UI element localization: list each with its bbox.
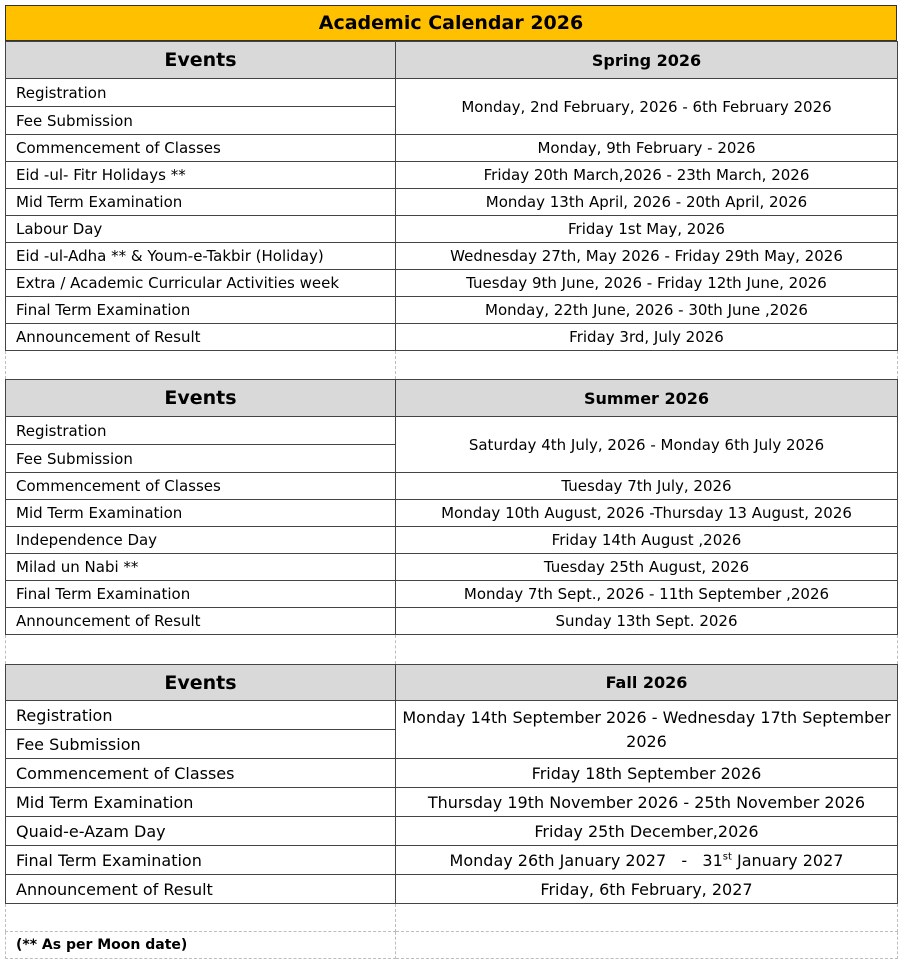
table-row xyxy=(6,79,898,107)
event-date: Tuesday 25th August, 2026 xyxy=(396,554,898,581)
event-date: Monday, 22th June, 2026 - 30th June ,2026 xyxy=(396,297,898,324)
spacer-row xyxy=(6,635,898,665)
table-row xyxy=(6,817,898,846)
event-name: Mid Term Examination xyxy=(6,500,396,527)
table-row xyxy=(6,581,898,608)
event-date: Friday 1st May, 2026 xyxy=(396,216,898,243)
calendar-table xyxy=(5,41,898,959)
table-row xyxy=(6,500,898,527)
event-name: Fee Submission xyxy=(6,730,396,759)
event-name: Quaid-e-Azam Day xyxy=(6,817,396,846)
calendar-title: Academic Calendar 2026 xyxy=(5,5,897,41)
table-row xyxy=(6,788,898,817)
event-date: Friday, 6th February, 2027 xyxy=(396,875,898,904)
footnote: (** As per Moon date) xyxy=(6,932,396,959)
event-name: Mid Term Examination xyxy=(6,788,396,817)
event-date: Thursday 19th November 2026 - 25th November 2026 xyxy=(396,788,898,817)
table-row xyxy=(6,527,898,554)
table-row xyxy=(6,417,898,445)
academic-calendar xyxy=(5,5,897,959)
table-row xyxy=(6,608,898,635)
table-row xyxy=(6,324,898,351)
event-name: Final Term Examination xyxy=(6,846,396,875)
event-date: Friday 25th December,2026 xyxy=(396,817,898,846)
table-row xyxy=(6,846,898,875)
event-name: Final Term Examination xyxy=(6,297,396,324)
summer-header-row xyxy=(6,380,898,417)
event-name: Final Term Examination xyxy=(6,581,396,608)
event-date xyxy=(396,846,898,875)
event-date: Monday, 2nd February, 2026 - 6th February 2026 xyxy=(396,79,898,135)
term-header-summer: Summer 2026 xyxy=(396,380,898,417)
term-header-spring: Spring 2026 xyxy=(396,42,898,79)
event-name: Labour Day xyxy=(6,216,396,243)
event-date: Monday, 9th February - 2026 xyxy=(396,135,898,162)
event-date: Monday 13th April, 2026 - 20th April, 2026 xyxy=(396,189,898,216)
table-row xyxy=(6,701,898,730)
events-header: Events xyxy=(6,42,396,79)
footnote-row xyxy=(6,932,898,959)
event-name: Commencement of Classes xyxy=(6,759,396,788)
event-name: Registration xyxy=(6,701,396,730)
event-date: Tuesday 9th June, 2026 - Friday 12th June, 2026 xyxy=(396,270,898,297)
event-name: Announcement of Result xyxy=(6,608,396,635)
event-date: Wednesday 27th, May 2026 - Friday 29th May, 2026 xyxy=(396,243,898,270)
event-date: Sunday 13th Sept. 2026 xyxy=(396,608,898,635)
table-row xyxy=(6,216,898,243)
event-name: Extra / Academic Curricular Activities week xyxy=(6,270,396,297)
table-row xyxy=(6,554,898,581)
spacer-row xyxy=(6,904,898,932)
table-row xyxy=(6,473,898,500)
date-superscript: st xyxy=(722,851,732,863)
event-name: Commencement of Classes xyxy=(6,135,396,162)
table-row xyxy=(6,135,898,162)
spring-header-row xyxy=(6,42,898,79)
table-row xyxy=(6,297,898,324)
event-name: Independence Day xyxy=(6,527,396,554)
table-row xyxy=(6,875,898,904)
event-date: Monday 10th August, 2026 -Thursday 13 August, 2026 xyxy=(396,500,898,527)
event-name: Announcement of Result xyxy=(6,324,396,351)
event-date: Friday 3rd, July 2026 xyxy=(396,324,898,351)
date-suffix: January 2027 xyxy=(731,850,844,870)
table-row xyxy=(6,759,898,788)
event-date: Monday 7th Sept., 2026 - 11th September ,2026 xyxy=(396,581,898,608)
event-date: Tuesday 7th July, 2026 xyxy=(396,473,898,500)
fall-header-row xyxy=(6,665,898,701)
event-name: Eid -ul-Adha ** & Youm-e-Takbir (Holiday) xyxy=(6,243,396,270)
event-name: Milad un Nabi ** xyxy=(6,554,396,581)
table-row xyxy=(6,243,898,270)
table-row xyxy=(6,189,898,216)
event-name: Mid Term Examination xyxy=(6,189,396,216)
event-date: Monday 14th September 2026 - Wednesday 17th September 2026 xyxy=(396,701,898,759)
event-date: Friday 18th September 2026 xyxy=(396,759,898,788)
event-name: Commencement of Classes xyxy=(6,473,396,500)
events-header: Events xyxy=(6,665,396,701)
event-date: Saturday 4th July, 2026 - Monday 6th July 2026 xyxy=(396,417,898,473)
event-name: Fee Submission xyxy=(6,445,396,473)
table-row xyxy=(6,270,898,297)
event-name: Registration xyxy=(6,417,396,445)
events-header: Events xyxy=(6,380,396,417)
date-prefix: Monday 26th January 2027 - 31 xyxy=(449,850,723,870)
event-name: Announcement of Result xyxy=(6,875,396,904)
event-name: Registration xyxy=(6,79,396,107)
spacer-row xyxy=(6,351,898,380)
term-header-fall: Fall 2026 xyxy=(396,665,898,701)
event-name: Eid -ul- Fitr Holidays ** xyxy=(6,162,396,189)
event-date: Friday 14th August ,2026 xyxy=(396,527,898,554)
event-date: Friday 20th March,2026 - 23th March, 2026 xyxy=(396,162,898,189)
table-row xyxy=(6,162,898,189)
event-name: Fee Submission xyxy=(6,107,396,135)
